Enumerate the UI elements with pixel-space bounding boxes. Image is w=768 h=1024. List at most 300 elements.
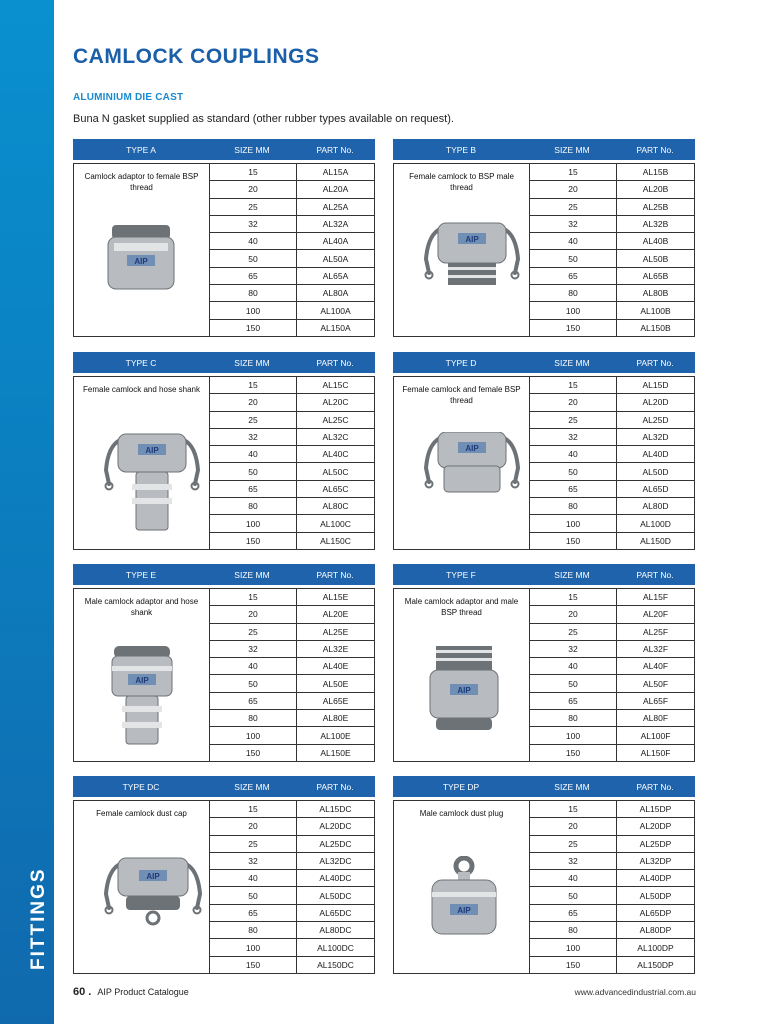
table-row — [530, 481, 694, 498]
part-number-cell: AL32C — [322, 432, 349, 443]
part-number-cell: AL20D — [642, 397, 669, 408]
svg-text:AIP: AIP — [134, 257, 148, 266]
block-header — [73, 564, 375, 585]
part-number-cell: AL50E — [322, 678, 349, 689]
size-cell: 65 — [530, 481, 617, 497]
table-row — [530, 164, 694, 181]
part-number-cell: AL15E — [322, 592, 349, 603]
table-row — [210, 693, 374, 710]
size-cell: 40 — [530, 658, 617, 674]
table-row — [530, 250, 694, 267]
type-heading: TYPE E — [125, 569, 157, 580]
part-number-cell: AL40E — [322, 661, 349, 672]
block-header — [393, 352, 695, 373]
description-column — [394, 589, 530, 761]
table-row — [210, 268, 374, 285]
table-row — [530, 624, 694, 641]
size-cell: 150 — [530, 957, 617, 973]
part-number-cell: AL100DC — [317, 942, 354, 953]
page-number: 60 . — [73, 986, 92, 998]
part-number-cell: AL50C — [322, 466, 349, 477]
part-number-cell: AL100E — [320, 730, 351, 741]
description-column — [394, 377, 530, 549]
part-number-cell: AL32B — [642, 219, 669, 230]
part-number-cell: AL20DP — [639, 821, 672, 832]
block-header — [393, 139, 695, 160]
block-body — [73, 376, 375, 550]
part-number-cell: AL15DP — [639, 804, 672, 815]
size-cell: 15 — [210, 589, 297, 605]
part-number-cell: AL65DP — [639, 907, 672, 918]
part-number-cell: AL40B — [642, 236, 669, 247]
svg-text:AIP: AIP — [457, 686, 471, 695]
catalogue-name: AIP Product Catalogue — [97, 987, 189, 997]
table-row — [210, 818, 374, 835]
block-body — [73, 163, 375, 337]
table-row — [530, 939, 694, 956]
footer-url: www.advancedindustrial.com.au — [574, 987, 696, 997]
part-number-cell: AL80D — [642, 501, 669, 512]
size-cell: 65 — [210, 268, 297, 284]
part-number-cell: AL65A — [322, 270, 349, 281]
product-block-type-c — [73, 352, 375, 550]
part-number-cell: AL25E — [322, 626, 349, 637]
size-cell: 80 — [530, 710, 617, 726]
part-number-cell: AL32F — [642, 644, 669, 655]
size-heading: SIZE MM — [554, 357, 590, 368]
table-row — [210, 624, 374, 641]
type-heading: TYPE F — [446, 569, 476, 580]
part-number-cell: AL25D — [642, 414, 669, 425]
part-number-cell: AL150F — [640, 747, 671, 758]
part-number-cell: AL32DC — [319, 856, 352, 867]
part-number-cell: AL40F — [642, 661, 669, 672]
size-cell: 65 — [530, 905, 617, 921]
part-number-cell: AL20E — [322, 609, 349, 620]
product-description: Female camlock to BSP male thread — [409, 172, 514, 192]
size-cell: 40 — [530, 870, 617, 886]
part-number-cell: AL50B — [642, 253, 669, 264]
product-block-type-d — [393, 352, 695, 550]
size-cell: 50 — [530, 675, 617, 691]
size-cell: 50 — [210, 463, 297, 479]
table-row — [530, 745, 694, 761]
table-row — [210, 394, 374, 411]
table-row — [530, 429, 694, 446]
part-number-cell: AL100C — [320, 518, 351, 529]
table-row — [210, 412, 374, 429]
camlock-type-f-icon — [418, 644, 528, 754]
size-cell: 20 — [530, 394, 617, 410]
size-cell: 50 — [210, 250, 297, 266]
size-cell: 100 — [210, 515, 297, 531]
table-row — [210, 446, 374, 463]
description-column — [74, 801, 210, 973]
size-heading: SIZE MM — [234, 144, 270, 155]
size-cell: 25 — [210, 412, 297, 428]
size-heading: SIZE MM — [554, 781, 590, 792]
table-row — [210, 745, 374, 761]
size-cell: 32 — [210, 641, 297, 657]
part-number-cell: AL80C — [322, 501, 349, 512]
table-row — [530, 515, 694, 532]
size-part-rows — [210, 589, 374, 761]
size-cell: 50 — [210, 887, 297, 903]
size-cell: 20 — [210, 181, 297, 197]
part-number-cell: AL65C — [322, 483, 349, 494]
size-cell: 15 — [530, 377, 617, 393]
table-row — [530, 818, 694, 835]
sidebar-label: FITTINGS — [28, 867, 49, 970]
size-cell: 32 — [530, 216, 617, 232]
size-cell: 100 — [530, 727, 617, 743]
size-cell: 40 — [210, 233, 297, 249]
type-heading: TYPE DC — [122, 781, 160, 792]
part-number-cell: AL65DC — [319, 907, 352, 918]
product-description: Camlock adaptor to female BSP thread — [84, 172, 199, 192]
table-row — [210, 199, 374, 216]
part-number-cell: AL15B — [642, 167, 669, 178]
camlock-type-c-icon — [98, 432, 208, 542]
part-number-cell: AL32DP — [639, 856, 672, 867]
camlock-dust-cap-icon — [98, 856, 208, 966]
part-number-cell: AL40DP — [639, 873, 672, 884]
part-number-cell: AL80E — [322, 713, 349, 724]
table-row — [210, 285, 374, 302]
table-row — [210, 429, 374, 446]
size-cell: 20 — [210, 394, 297, 410]
part-number-cell: AL15D — [642, 380, 669, 391]
size-cell: 32 — [530, 853, 617, 869]
size-cell: 65 — [530, 693, 617, 709]
size-cell: 25 — [210, 199, 297, 215]
size-cell: 25 — [530, 624, 617, 640]
table-row — [530, 658, 694, 675]
block-header — [73, 776, 375, 797]
size-cell: 20 — [210, 818, 297, 834]
part-number-cell: AL25B — [642, 201, 669, 212]
table-row — [530, 181, 694, 198]
size-cell: 50 — [210, 675, 297, 691]
size-cell: 40 — [210, 658, 297, 674]
table-row — [530, 922, 694, 939]
svg-text:AIP: AIP — [146, 872, 160, 881]
size-cell: 40 — [530, 233, 617, 249]
part-number-cell: AL65E — [322, 695, 349, 706]
size-cell: 15 — [210, 164, 297, 180]
table-row — [210, 727, 374, 744]
table-row — [530, 199, 694, 216]
size-cell: 80 — [210, 285, 297, 301]
description-column — [74, 164, 210, 336]
part-number-cell: AL40C — [322, 449, 349, 460]
camlock-type-b-icon — [418, 219, 528, 329]
part-heading: PART No. — [316, 569, 354, 580]
part-heading: PART No. — [316, 357, 354, 368]
table-row — [530, 268, 694, 285]
size-cell: 150 — [210, 320, 297, 336]
size-cell: 32 — [210, 853, 297, 869]
part-number-cell: AL65F — [642, 695, 669, 706]
size-heading: SIZE MM — [234, 781, 270, 792]
part-number-cell: AL32D — [642, 432, 669, 443]
table-row — [530, 446, 694, 463]
size-cell: 100 — [210, 939, 297, 955]
part-number-cell: AL25A — [322, 201, 349, 212]
size-cell: 20 — [530, 606, 617, 622]
part-number-cell: AL80DC — [319, 925, 352, 936]
table-row — [530, 285, 694, 302]
table-row — [210, 533, 374, 549]
part-number-cell: AL65D — [642, 483, 669, 494]
size-cell: 15 — [210, 801, 297, 817]
part-number-cell: AL50F — [642, 678, 669, 689]
part-heading: PART No. — [636, 569, 674, 580]
part-number-cell: AL80F — [642, 713, 669, 724]
size-cell: 80 — [530, 922, 617, 938]
size-cell: 80 — [210, 922, 297, 938]
camlock-type-d-icon — [418, 432, 528, 542]
part-number-cell: AL80A — [322, 288, 349, 299]
product-description: Male camlock adaptor and hose shank — [84, 597, 199, 617]
size-cell: 80 — [530, 498, 617, 514]
table-row — [210, 377, 374, 394]
size-cell: 25 — [530, 836, 617, 852]
table-row — [530, 412, 694, 429]
size-cell: 150 — [210, 533, 297, 549]
part-number-cell: AL80DP — [639, 925, 672, 936]
size-cell: 50 — [530, 463, 617, 479]
product-description: Female camlock and hose shank — [83, 385, 200, 394]
table-row — [530, 377, 694, 394]
size-cell: 50 — [530, 250, 617, 266]
part-number-cell: AL50A — [322, 253, 349, 264]
table-row — [210, 481, 374, 498]
part-heading: PART No. — [636, 357, 674, 368]
table-row — [530, 801, 694, 818]
page-title: CAMLOCK COUPLINGS — [73, 45, 320, 68]
svg-text:AIP: AIP — [465, 444, 479, 453]
size-cell: 150 — [530, 320, 617, 336]
table-row — [530, 498, 694, 515]
part-number-cell: AL150D — [640, 535, 671, 546]
table-row — [210, 641, 374, 658]
size-part-rows — [530, 589, 694, 761]
size-cell: 40 — [210, 446, 297, 462]
sidebar — [0, 0, 54, 1024]
part-number-cell: AL100D — [640, 518, 671, 529]
footer-left — [73, 986, 189, 998]
table-row — [530, 853, 694, 870]
size-part-rows — [530, 164, 694, 336]
size-cell: 65 — [210, 481, 297, 497]
product-block-type-f — [393, 564, 695, 762]
type-heading: TYPE C — [125, 357, 157, 368]
description-column — [394, 801, 530, 973]
type-heading: TYPE A — [126, 144, 156, 155]
table-row — [210, 939, 374, 956]
table-row — [210, 515, 374, 532]
part-heading: PART No. — [316, 144, 354, 155]
svg-text:AIP: AIP — [457, 906, 471, 915]
block-body — [73, 588, 375, 762]
part-number-cell: AL25C — [322, 414, 349, 425]
size-part-rows — [530, 377, 694, 549]
part-number-cell: AL15F — [642, 592, 669, 603]
table-row — [210, 887, 374, 904]
table-row — [210, 922, 374, 939]
size-cell: 15 — [210, 377, 297, 393]
part-heading: PART No. — [636, 781, 674, 792]
type-heading: TYPE DP — [442, 781, 480, 792]
product-block-type-dp — [393, 776, 695, 974]
part-number-cell: AL20B — [642, 184, 669, 195]
table-row — [210, 498, 374, 515]
table-row — [210, 836, 374, 853]
table-row — [210, 302, 374, 319]
size-cell: 32 — [210, 429, 297, 445]
size-heading: SIZE MM — [234, 357, 270, 368]
table-row — [530, 957, 694, 973]
table-row — [210, 250, 374, 267]
size-cell: 150 — [530, 533, 617, 549]
table-row — [210, 801, 374, 818]
product-description: Female camlock dust cap — [96, 809, 187, 818]
part-number-cell: AL65B — [642, 270, 669, 281]
table-row — [530, 463, 694, 480]
table-row — [210, 320, 374, 336]
part-number-cell: AL150DP — [637, 959, 674, 970]
size-cell: 15 — [530, 164, 617, 180]
part-number-cell: AL15DC — [319, 804, 352, 815]
description-column — [74, 377, 210, 549]
part-heading: PART No. — [316, 781, 354, 792]
size-cell: 40 — [210, 870, 297, 886]
table-row — [210, 870, 374, 887]
part-number-cell: AL50D — [642, 466, 669, 477]
part-number-cell: AL20C — [322, 397, 349, 408]
part-number-cell: AL150E — [320, 747, 351, 758]
part-number-cell: AL25F — [642, 626, 669, 637]
table-row — [210, 589, 374, 606]
block-header — [73, 352, 375, 373]
table-row — [210, 658, 374, 675]
size-cell: 150 — [210, 957, 297, 973]
size-part-rows — [210, 164, 374, 336]
size-cell: 20 — [530, 818, 617, 834]
part-number-cell: AL40D — [642, 449, 669, 460]
camlock-type-e-icon — [98, 644, 208, 754]
part-number-cell: AL80B — [642, 288, 669, 299]
table-row — [210, 164, 374, 181]
part-number-cell: AL15C — [322, 380, 349, 391]
size-cell: 32 — [530, 641, 617, 657]
table-row — [530, 675, 694, 692]
description-column — [74, 589, 210, 761]
size-cell: 100 — [210, 302, 297, 318]
part-number-cell: AL40DC — [319, 873, 352, 884]
part-number-cell: AL50DP — [639, 890, 672, 901]
section-subtitle: ALUMINIUM DIE CAST — [73, 92, 184, 103]
size-cell: 100 — [530, 939, 617, 955]
table-row — [210, 710, 374, 727]
table-row — [210, 606, 374, 623]
size-cell: 20 — [530, 181, 617, 197]
block-body — [393, 163, 695, 337]
table-row — [530, 887, 694, 904]
svg-text:AIP: AIP — [465, 235, 479, 244]
part-number-cell: AL20A — [322, 184, 349, 195]
table-row — [530, 727, 694, 744]
intro-text: Buna N gasket supplied as standard (other rubber types available on request). — [73, 113, 454, 125]
table-row — [530, 589, 694, 606]
table-row — [210, 216, 374, 233]
size-cell: 100 — [210, 727, 297, 743]
table-row — [530, 216, 694, 233]
table-row — [530, 641, 694, 658]
description-column — [394, 164, 530, 336]
product-block-type-b — [393, 139, 695, 337]
size-part-rows — [530, 801, 694, 973]
table-row — [210, 233, 374, 250]
part-number-cell: AL50DC — [319, 890, 352, 901]
svg-text:AIP: AIP — [145, 446, 159, 455]
table-row — [530, 693, 694, 710]
table-row — [210, 463, 374, 480]
table-row — [530, 302, 694, 319]
block-body — [393, 376, 695, 550]
product-block-type-e — [73, 564, 375, 762]
table-row — [530, 905, 694, 922]
product-description: Male camlock adaptor and male BSP thread — [404, 597, 519, 617]
size-cell: 32 — [210, 216, 297, 232]
table-row — [530, 710, 694, 727]
svg-text:AIP: AIP — [135, 676, 149, 685]
size-cell: 150 — [210, 745, 297, 761]
size-cell: 65 — [210, 693, 297, 709]
part-number-cell: AL150B — [640, 322, 671, 333]
table-row — [210, 853, 374, 870]
table-row — [530, 320, 694, 336]
part-heading: PART No. — [636, 144, 674, 155]
product-description: Male camlock dust plug — [419, 809, 504, 818]
table-row — [530, 394, 694, 411]
size-cell: 25 — [210, 624, 297, 640]
size-part-rows — [210, 801, 374, 973]
part-number-cell: AL150DC — [317, 959, 354, 970]
size-cell: 100 — [530, 302, 617, 318]
part-number-cell: AL150C — [320, 535, 351, 546]
block-body — [393, 800, 695, 974]
block-body — [393, 588, 695, 762]
product-block-type-dc — [73, 776, 375, 974]
size-cell: 80 — [210, 710, 297, 726]
size-cell: 80 — [530, 285, 617, 301]
table-row — [210, 957, 374, 973]
size-cell: 65 — [530, 268, 617, 284]
table-row — [210, 905, 374, 922]
size-cell: 40 — [530, 446, 617, 462]
part-number-cell: AL20F — [642, 609, 669, 620]
part-number-cell: AL20DC — [319, 821, 352, 832]
table-row — [530, 870, 694, 887]
table-row — [530, 836, 694, 853]
size-cell: 65 — [210, 905, 297, 921]
product-description: Female camlock and female BSP thread — [402, 385, 521, 405]
part-number-cell: AL32A — [322, 219, 349, 230]
block-header — [393, 776, 695, 797]
camlock-dust-plug-icon — [418, 856, 528, 966]
